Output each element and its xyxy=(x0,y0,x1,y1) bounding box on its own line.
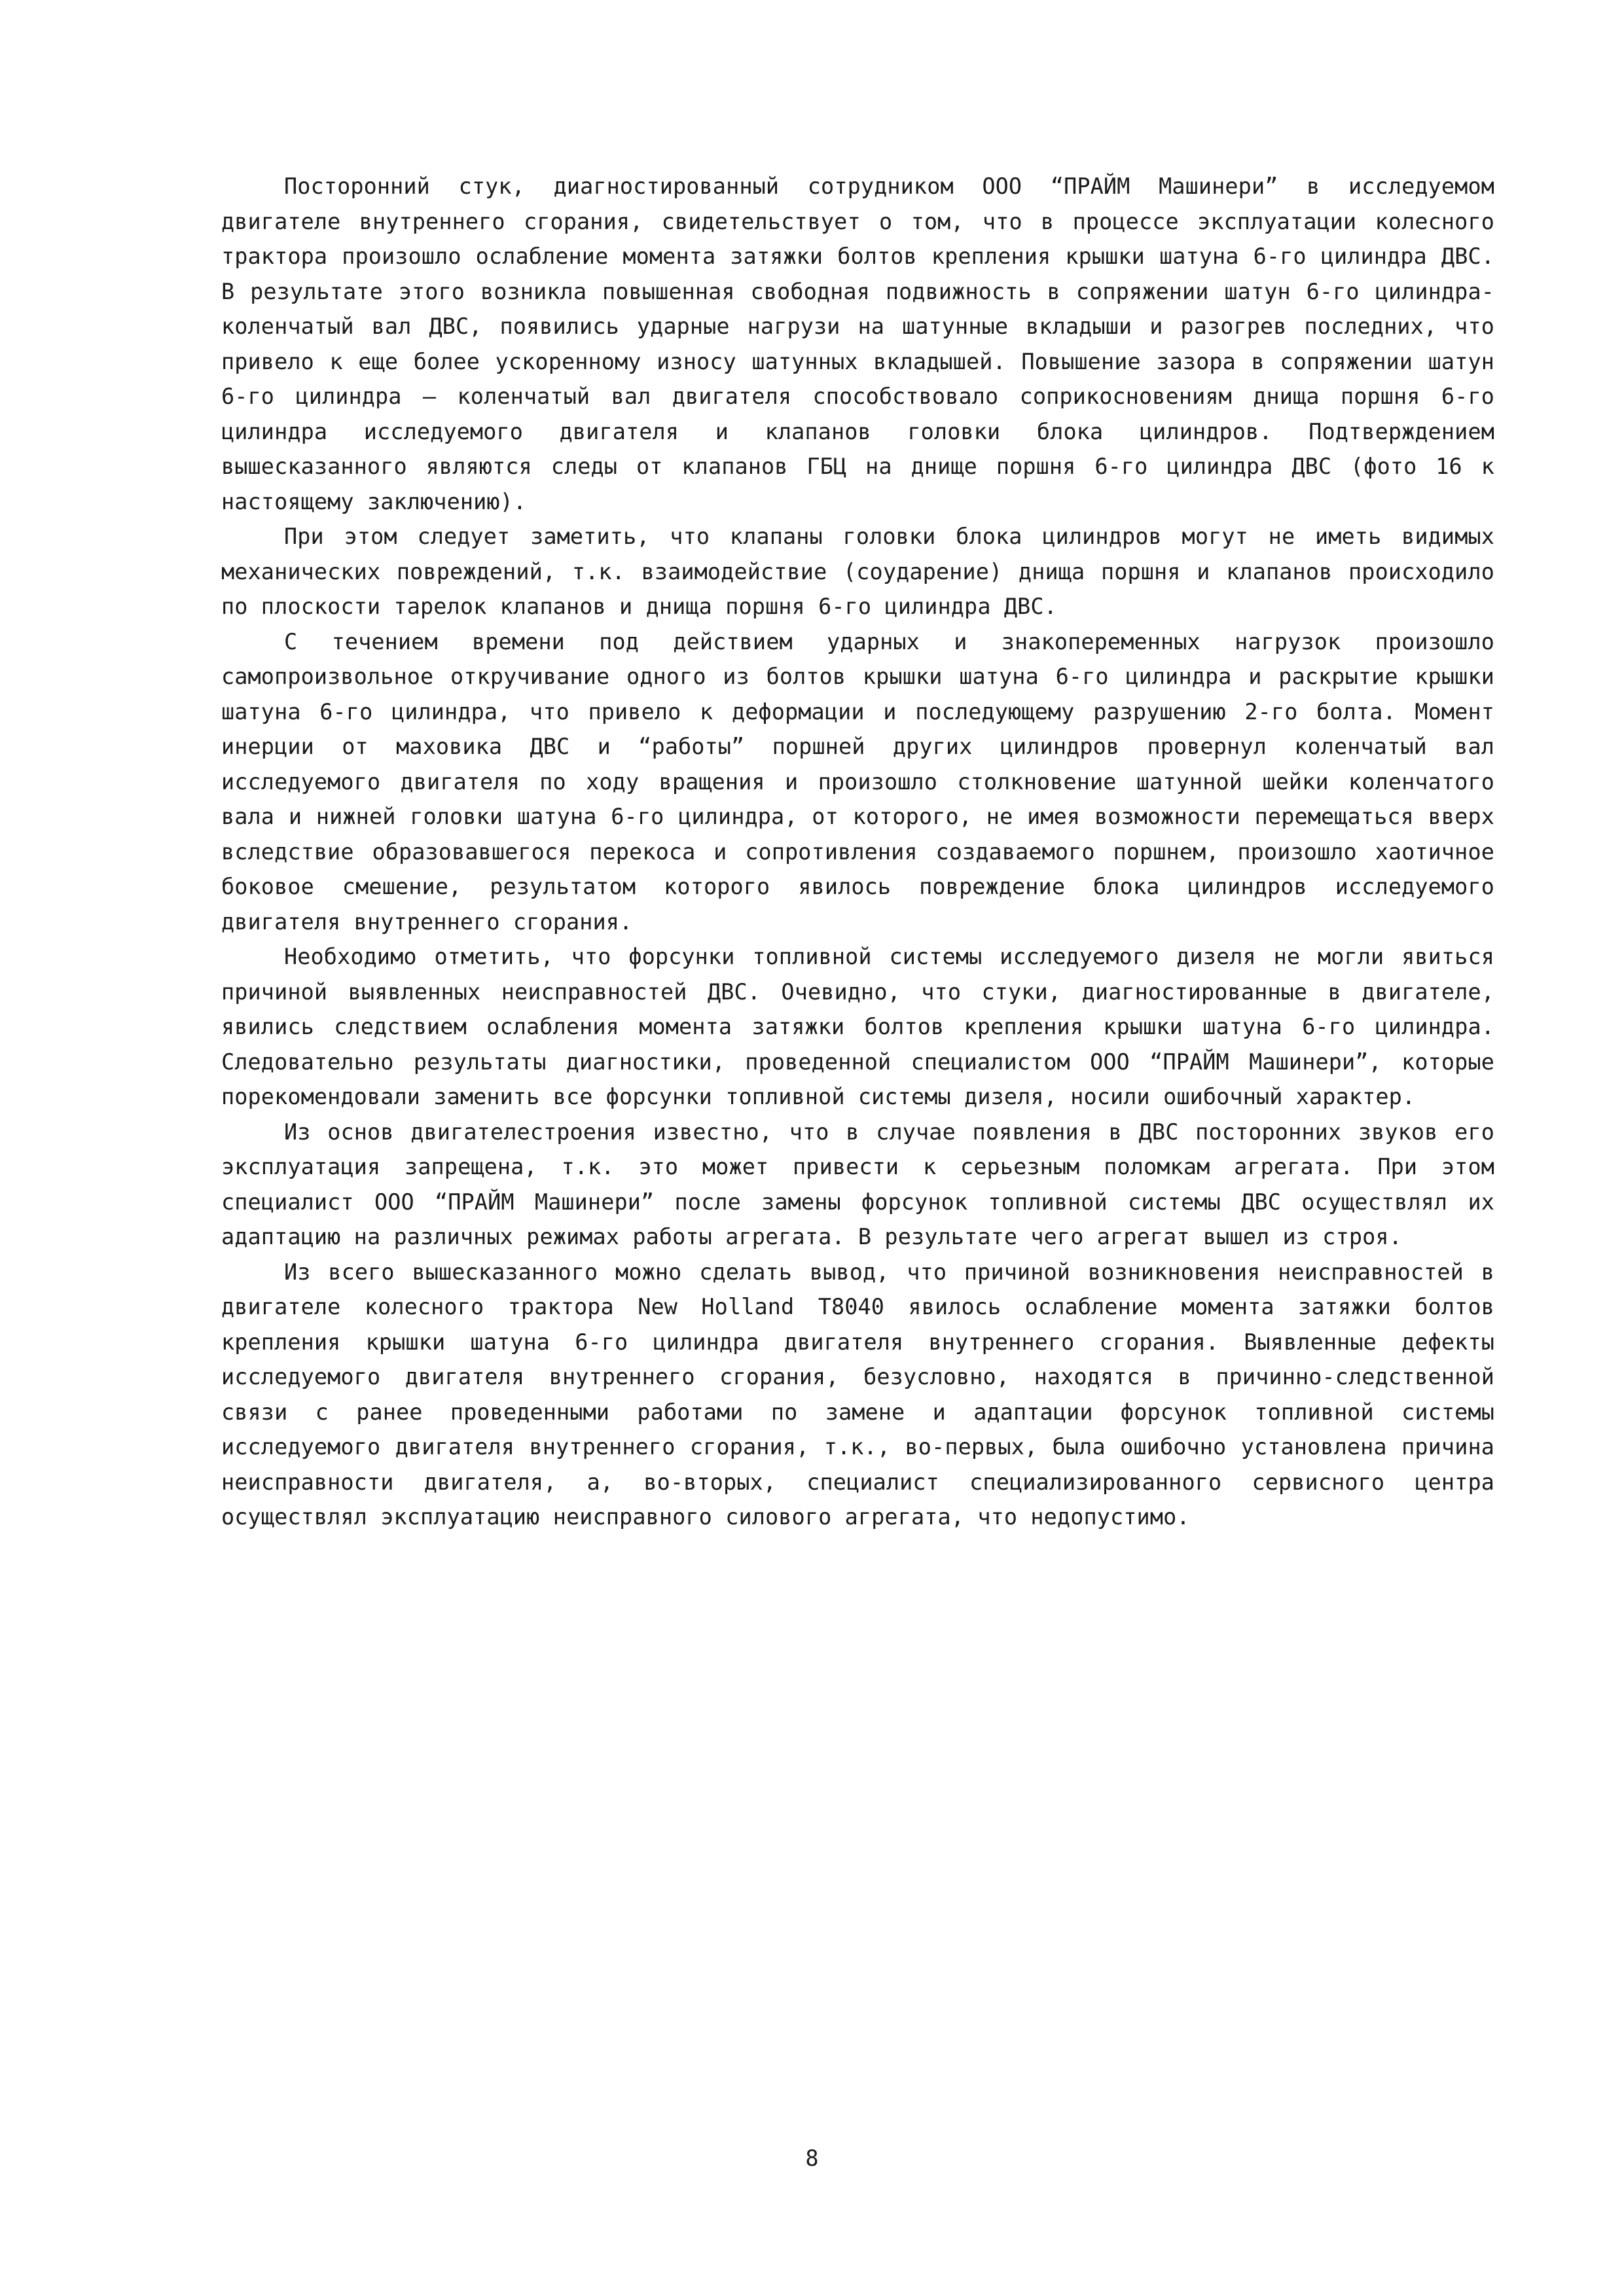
paragraph-4: Необходимо отметить, что форсунки топливной системы исследуемого дизеля не могли явиться причиной выявленных неисправностей ДВС. Очевидно, что стуки, диагностированные в двигателе, явились следствием ослабления момента затяжки болтов крепления крышки шатуна 6-го цилиндра. Следовательно результаты диагностики, проведенной специалистом ООО “ПРАЙМ Машинери”, которые порекомендовали заменить все форсунки топливной системы дизеля, носили ошибочный характер. xyxy=(221,944,1494,1109)
paragraph-1: Посторонний стук, диагностированный сотрудником ООО “ПРАЙМ Машинери” в исследуемом двигателе внутреннего сгорания, свидетельствует о том, что в процессе эксплуатации колесного трактора произошло ослабление момента затяжки болтов крепления крышки шатуна 6-го цилиндра ДВС. В результате этого возникла повышенная свободная подвижность в сопряжении шатун 6-го цилиндра-коленчатый вал ДВС, появились ударные нагрузи на шатунные вкладыши и разогрев последних, что привело к еще более ускоренному износу шатунных вкладышей. Повышение зазора в сопряжении шатун 6-го цилиндра – коленчатый вал двигателя способствовало соприкосновениям днища поршня 6-го цилиндра исследуемого двигателя и клапанов головки блока цилиндров. Подтверждением вышесказанного являются следы от клапанов ГБЦ на днище поршня 6-го цилиндра ДВС (фото 16 к настоящему заключению). xyxy=(221,173,1494,514)
paragraph-2: При этом следует заметить, что клапаны головки блока цилиндров могут не иметь видимых механических повреждений, т.к. взаимодействие (соударение) днища поршня и клапанов происходило по плоскости тарелок клапанов и днища поршня 6-го цилиндра ДВС. xyxy=(221,524,1494,619)
paragraph-6: Из всего вышесказанного можно сделать вывод, что причиной возникновения неисправностей в двигателе колесного трактора New Holland T8040 явилось ослабление момента затяжки болтов крепления крышки шатуна 6-го цилиндра двигателя внутреннего сгорания. Выявленные дефекты исследуемого двигателя внутреннего сгорания, безусловно, находятся в причинно-следственной связи с ранее проведенными работами по замене и адаптации форсунок топливной системы исследуемого двигателя внутреннего сгорания, т.к., во-первых, была ошибочно установлена причина неисправности двигателя, а, во-вторых, специалист специализированного сервисного центра осуществлял эксплуатацию неисправного силового агрегата, что недопустимо. xyxy=(221,1259,1494,1530)
document-body xyxy=(221,169,1494,1535)
paragraph-3: С течением времени под действием ударных и знакопеременных нагрузок произошло самопроизвольное откручивание одного из болтов крышки шатуна 6-го цилиндра и раскрытие крышки шатуна 6-го цилиндра, что привело к деформации и последующему разрушению 2-го болта. Момент инерции от маховика ДВС и “работы” поршней других цилиндров провернул коленчатый вал исследуемого двигателя по ходу вращения и произошло столкновение шатунной шейки коленчатого вала и нижней головки шатуна 6-го цилиндра, от которого, не имея возможности перемещаться вверх вследствие образовавшегося перекоса и сопротивления создаваемого поршнем, произошло хаотичное боковое смешение, результатом которого явилось повреждение блока цилиндров исследуемого двигателя внутреннего сгорания. xyxy=(221,628,1494,935)
paragraph-5: Из основ двигателестроения известно, что в случае появления в ДВС посторонних звуков его эксплуатация запрещена, т.к. это может привести к серьезным поломкам агрегата. При этом специалист ООО “ПРАЙМ Машинери” после замены форсунок топливной системы ДВС осуществлял их адаптацию на различных режимах работы агрегата. В результате чего агрегат вышел из строя. xyxy=(221,1119,1494,1249)
page-number: 8 xyxy=(805,2145,819,2171)
